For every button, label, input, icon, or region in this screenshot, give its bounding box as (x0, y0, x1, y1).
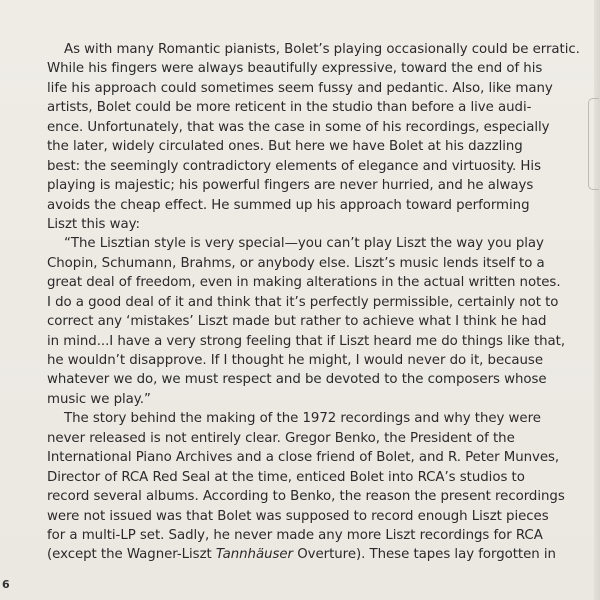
body-text (47, 40, 580, 565)
work-title: Tannhäuser (215, 547, 293, 563)
text-line: best: the seemingly contradictory elements of elegance and virtuosity. His (47, 158, 541, 174)
text-line: in mind...I have a very strong feeling that if Liszt heard me do things like that, (47, 333, 566, 349)
text-line: avoids the cheap effect. He summed up his approach toward performing (47, 197, 530, 213)
text-line: whatever we do, we must respect and be devoted to the composers whose (47, 372, 547, 388)
text-line: never released is not entirely clear. Gregor Benko, the President of the (47, 430, 515, 446)
text-line: were not issued was that Bolet was supposed to record enough Liszt pieces (47, 508, 549, 524)
text-line: playing is majestic; his powerful fingers are never hurried, and he always (47, 178, 534, 194)
text-line: While his fingers were always beautifully expressive, toward the end of his (47, 61, 543, 77)
text-line: artists, Bolet could be more reticent in the studio than before a live audi- (47, 100, 532, 116)
text-line: he wouldn’t disapprove. If I thought he might, I would never do it, because (47, 353, 543, 368)
text-line: for a multi-LP set. Sadly, he never made any more Liszt recordings for RCA (47, 527, 543, 543)
text-line: life his approach could sometimes seem fussy and pedantic. Also, like many (47, 80, 553, 96)
page-number: 6 (2, 578, 10, 591)
case-clip (588, 98, 599, 190)
text-line: ence. Unfortunately, that was the case in some of his recordings, especially (47, 119, 550, 135)
text-line-last: (except the Wagner-Liszt Tannhäuser Overture). These tapes lay forgotten in (47, 547, 556, 563)
text-line: correct any ‘mistakes’ Liszt made but rather to achieve what I think he had (47, 314, 547, 330)
text-line: Director of RCA Red Seal at the time, enticed Bolet into RCA’s studios to (47, 469, 525, 485)
text-line: Chopin, Schumann, Brahms, or anybody else. Liszt’s music lends itself to a (47, 255, 545, 271)
text-line: “The Lisztian style is very special—you can’t play Liszt the way you play (64, 236, 544, 252)
booklet-spine (594, 0, 600, 600)
text-line: record several albums. According to Benko, the reason the present recordings (47, 489, 565, 505)
text-line: the later, widely circulated ones. But here we have Bolet at his dazzling (47, 139, 523, 155)
text-line: I do a good deal of it and think that it’s perfectly permissible, certainly not to (47, 294, 559, 310)
text-line: As with many Romantic pianists, Bolet’s playing occasionally could be erratic. (64, 42, 580, 57)
text-line: The story behind the making of the 1972 recordings and why they were (64, 411, 541, 427)
text-line: International Piano Archives and a close friend of Bolet, and R. Peter Munves, (47, 450, 560, 466)
text-line: Liszt this way: (47, 216, 140, 232)
text-line: great deal of freedom, even in making alterations in the actual written notes. (47, 275, 561, 291)
text-line: music we play.” (47, 391, 151, 407)
